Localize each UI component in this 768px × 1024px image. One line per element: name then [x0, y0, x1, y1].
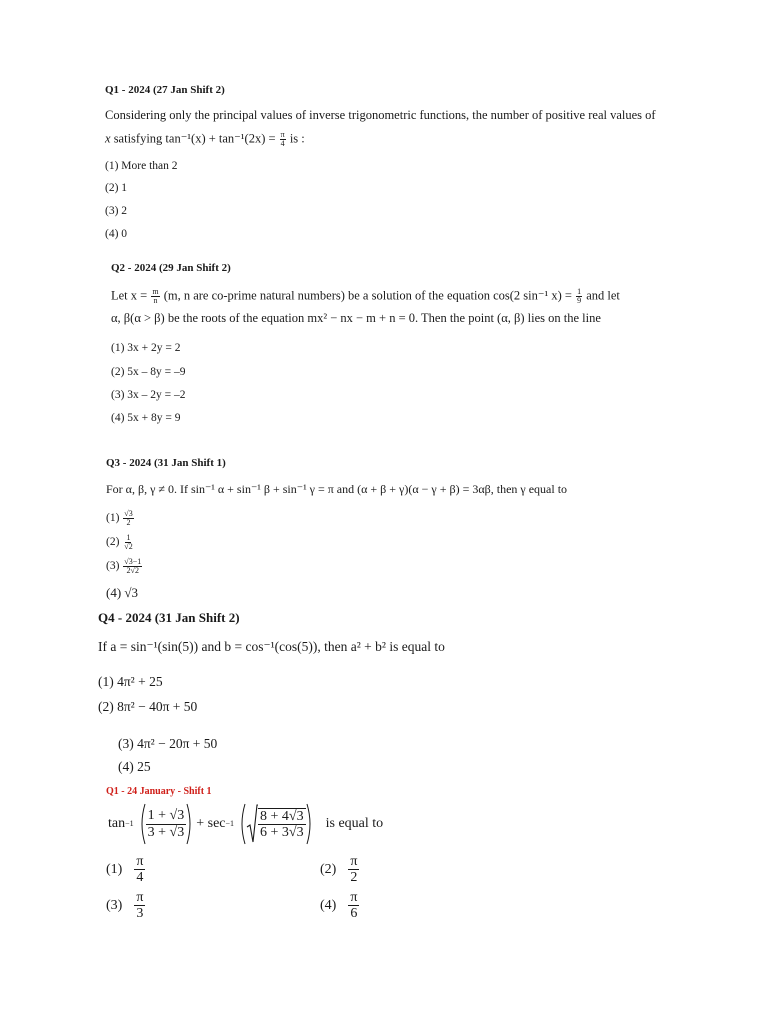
q2-option-2: (2) 5x – 8y = –9	[111, 366, 186, 378]
left-paren-2	[238, 803, 246, 845]
q3-opt2-label: (2)	[106, 536, 120, 549]
q5-heading: Q1 - 24 January - Shift 1	[106, 786, 212, 797]
q1-heading: Q1 - 2024 (27 Jan Shift 2)	[105, 84, 225, 96]
q2-frac-den: n	[153, 296, 158, 305]
sqrt-icon	[246, 803, 258, 845]
q1-var: x	[105, 131, 111, 146]
q5-frac2-den: 6 + 3√3	[260, 825, 304, 840]
q2-option-1: (1) 3x + 2y = 2	[111, 342, 181, 354]
q3-heading: Q3 - 2024 (31 Jan Shift 1)	[106, 457, 226, 469]
q3-line1: For α, β, γ ≠ 0. If sin⁻¹ α + sin⁻¹ β + sin⁻¹ γ = π and (α + β + γ)(α − γ + β) = 3αβ, then γ equal to	[106, 482, 568, 496]
q5-opt2-den: 2	[350, 870, 358, 886]
q3-opt3-den: 2√2	[126, 566, 139, 575]
q2-option-3: (3) 3x – 2y = –2	[111, 389, 186, 401]
q5-frac1-num: 1 + √3	[147, 808, 185, 824]
q2-option-4: (4) 5x + 8y = 9	[111, 412, 181, 424]
q3-opt2-num: 1	[126, 533, 131, 542]
q3-opt3-label: (3)	[106, 560, 120, 573]
q1-option-2: (2) 1	[105, 182, 128, 194]
q5-frac1-den: 3 + √3	[147, 824, 185, 840]
q2-let: Let x =	[111, 288, 151, 303]
right-paren-1	[186, 803, 194, 845]
q1-line2	[105, 131, 305, 148]
q3-option-3	[106, 558, 143, 575]
q2-line1	[111, 288, 620, 305]
q5-plus-sec: + sec	[196, 816, 226, 831]
q3-option-2	[106, 534, 135, 551]
q5-opt3-den: 3	[136, 906, 144, 922]
q1-line1: Considering only the principal values of inverse trigonometric functions, the number of positive real values of	[105, 108, 656, 122]
q1-option-1: (1) More than 2	[105, 160, 178, 172]
q2-heading: Q2 - 2024 (29 Jan Shift 2)	[111, 262, 231, 274]
q5-option-3	[106, 890, 145, 922]
q5-option-2	[320, 854, 359, 886]
q5-frac2-num: 8 + 4√3	[260, 808, 304, 824]
q5-frac2	[258, 808, 306, 841]
q5-expression: tan −1 $\frac{1 + √3}{3 + √3}$ + sec −1 $\frac{8 + 4√3}{6 + 3√3}$ is equal to	[108, 802, 383, 846]
q5-opt1-fraction	[134, 854, 145, 886]
q2-frac-num: m	[152, 287, 159, 296]
q5-frac1	[146, 808, 187, 840]
q2-frac2-num: 1	[577, 287, 582, 296]
q1-equation: satisfying tan⁻¹(x) + tan⁻¹(2x) =	[110, 131, 279, 146]
q3-opt1-num: √3	[124, 509, 133, 518]
q2-fraction-mn	[151, 288, 159, 305]
q2-and-let: and let	[583, 288, 620, 303]
q5-opt4-den: 6	[350, 906, 358, 922]
q5-tan: tan	[108, 816, 126, 831]
q4-line1: If a = sin⁻¹(sin(5)) and b = cos⁻¹(cos(5)), then a² + b² is equal to	[98, 639, 445, 654]
q4-option-1: (1) 4π² + 25	[98, 674, 163, 689]
q2-equation: (m, n are co-prime natural numbers) be a solution of the equation cos(2 sin⁻¹ x) =	[160, 288, 576, 303]
q1-option-4: (4) 0	[105, 228, 128, 240]
q1-fraction	[280, 131, 286, 148]
q5-tail: is equal to	[325, 816, 384, 831]
q1-frac-den: 4	[280, 139, 285, 148]
q4-heading: Q4 - 2024 (31 Jan Shift 2)	[98, 610, 240, 625]
q5-opt1-label: (1)	[106, 861, 123, 877]
q2-frac2-den: 9	[577, 296, 582, 305]
left-paren-1	[138, 803, 146, 845]
q5-opt4-label: (4)	[320, 897, 337, 913]
q5-opt1-den: 4	[136, 870, 144, 886]
q4-option-4: (4) 25	[118, 759, 151, 774]
q3-opt3-num: √3−1	[124, 557, 142, 566]
q3-opt3-fraction	[123, 558, 142, 575]
q3-option-1	[106, 510, 135, 527]
q5-opt2-num: π	[350, 854, 358, 869]
q5-opt2-fraction	[348, 854, 359, 886]
q5-opt2-label: (2)	[320, 861, 337, 877]
q5-opt3-fraction	[134, 890, 145, 922]
right-paren-2	[306, 803, 314, 845]
q1-frac-num: π	[280, 130, 285, 139]
q5-opt3-num: π	[136, 890, 144, 905]
q3-opt1-label: (1)	[106, 512, 120, 525]
q3-opt2-den: √2	[124, 542, 133, 551]
q5-opt4-fraction	[348, 890, 359, 922]
q1-option-3: (3) 2	[105, 205, 128, 217]
q4-option-2: (2) 8π² − 40π + 50	[98, 699, 198, 714]
q3-opt2-fraction	[123, 534, 133, 551]
q5-option-4	[320, 890, 359, 922]
q2-line2: α, β(α > β) be the roots of the equation mx² − nx − m + n = 0. Then the point (α, β) lies on the line	[111, 311, 601, 325]
q2-fraction-ninth	[576, 288, 582, 305]
q5-opt1-num: π	[136, 854, 144, 869]
q5-option-1	[106, 854, 145, 886]
q1-tail: is :	[286, 131, 305, 146]
q3-opt1-den: 2	[126, 518, 131, 527]
q5-opt3-label: (3)	[106, 897, 123, 913]
q3-option-4: (4) √3	[106, 585, 139, 600]
q4-option-3: (3) 4π² − 20π + 50	[118, 736, 218, 751]
q5-opt4-num: π	[350, 890, 358, 905]
q3-opt1-fraction	[123, 510, 133, 527]
